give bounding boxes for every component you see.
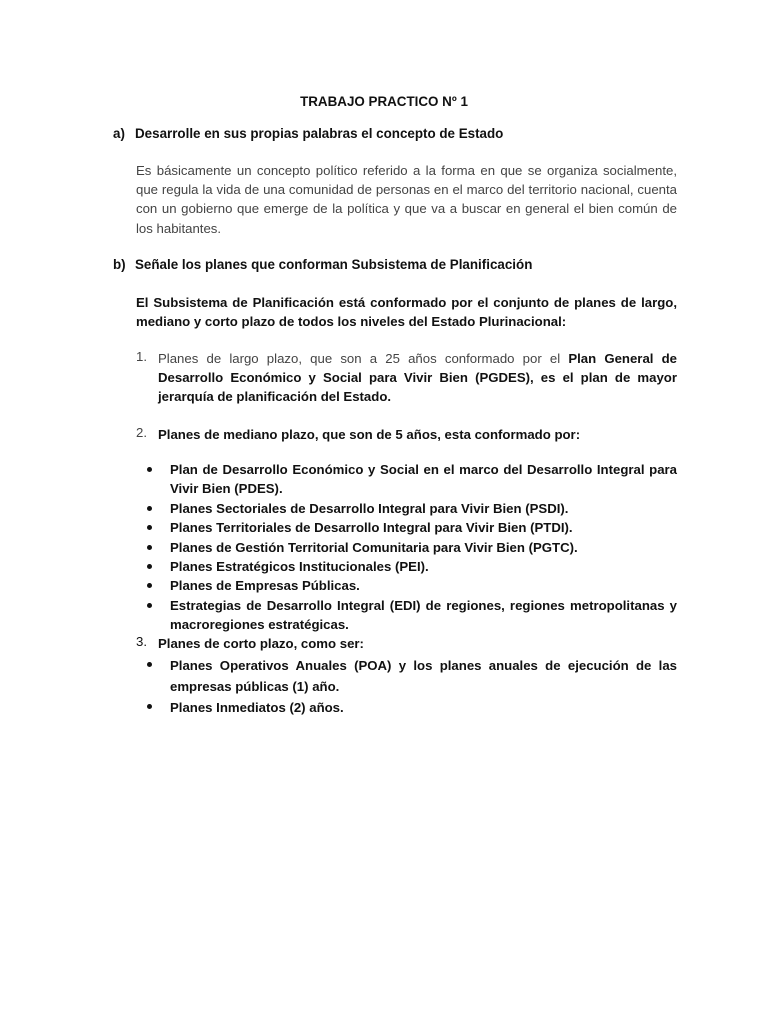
bullet-item: Planes de Empresas Públicas.: [145, 576, 677, 595]
bullet-item: Planes Operativos Anuales (POA) y los planes anuales de ejecución de las empresas públicas (1) año.: [145, 655, 677, 697]
list-item-1-text: [158, 349, 677, 407]
section-b-heading-text: Señale los planes que conforman Subsistema de Planificación: [135, 257, 533, 272]
list-item-1-number: 1.: [136, 349, 147, 364]
bullet-list-corto-plazo: [145, 655, 677, 718]
section-b-letter: b): [113, 257, 126, 272]
bullet-list-mediano-plazo: [145, 460, 677, 635]
bullet-item: Estrategias de Desarrollo Integral (EDI) de regiones, regiones metropolitanas y macroregiones estratégicas.: [145, 596, 677, 635]
section-b-heading: [113, 257, 713, 272]
bullet-item: Planes Inmediatos (2) años.: [145, 697, 677, 718]
bullet-item: Planes Estratégicos Institucionales (PEI).: [145, 557, 677, 576]
list-item-3-number: 3.: [136, 634, 147, 649]
list-item-2-text: Planes de mediano plazo, que son de 5 años, esta conformado por:: [158, 427, 581, 442]
list-item-1-text-bold: Plan General de Desarrollo Económico y Social para Vivir Bien (PGDES), es el plan de mayor jerarquía de planificación del Estado.: [158, 351, 677, 405]
section-a-heading-text: Desarrolle en sus propias palabras el concepto de Estado: [135, 126, 504, 141]
list-item-3-text: Planes de corto plazo, como ser:: [158, 636, 364, 651]
section-a-paragraph: Es básicamente un concepto político referido a la forma en que se organiza socialmente, que regula la vida de una comunidad de personas en el marco del territorio nacional, cuenta con un gobierno que emerge de la política y que va a buscar en general el bien común de los habitantes.: [136, 163, 677, 236]
list-item-2-number: 2.: [136, 425, 147, 440]
bullet-item: Planes Sectoriales de Desarrollo Integral para Vivir Bien (PSDI).: [145, 499, 677, 518]
list-item-3: [136, 634, 677, 653]
bullet-item: Planes Territoriales de Desarrollo Integral para Vivir Bien (PTDI).: [145, 518, 677, 537]
section-a-letter: a): [113, 126, 125, 141]
list-item-1: [136, 349, 677, 407]
section-b-intro: El Subsistema de Planificación está conformado por el conjunto de planes de largo, mediano y corto plazo de todos los niveles del Estado Plurinacional:: [136, 295, 677, 330]
bullet-item: Planes de Gestión Territorial Comunitaria para Vivir Bien (PGTC).: [145, 538, 677, 557]
bullet-item: Plan de Desarrollo Económico y Social en el marco del Desarrollo Integral para Vivir Bien (PDES).: [145, 460, 677, 499]
list-item-1-text-start: Planes de largo plazo, que son a 25 años conformado por el: [158, 351, 569, 366]
list-item-2: [136, 425, 677, 444]
document-title: TRABAJO PRACTICO Nº 1: [300, 94, 468, 109]
section-a-heading: [113, 126, 713, 141]
